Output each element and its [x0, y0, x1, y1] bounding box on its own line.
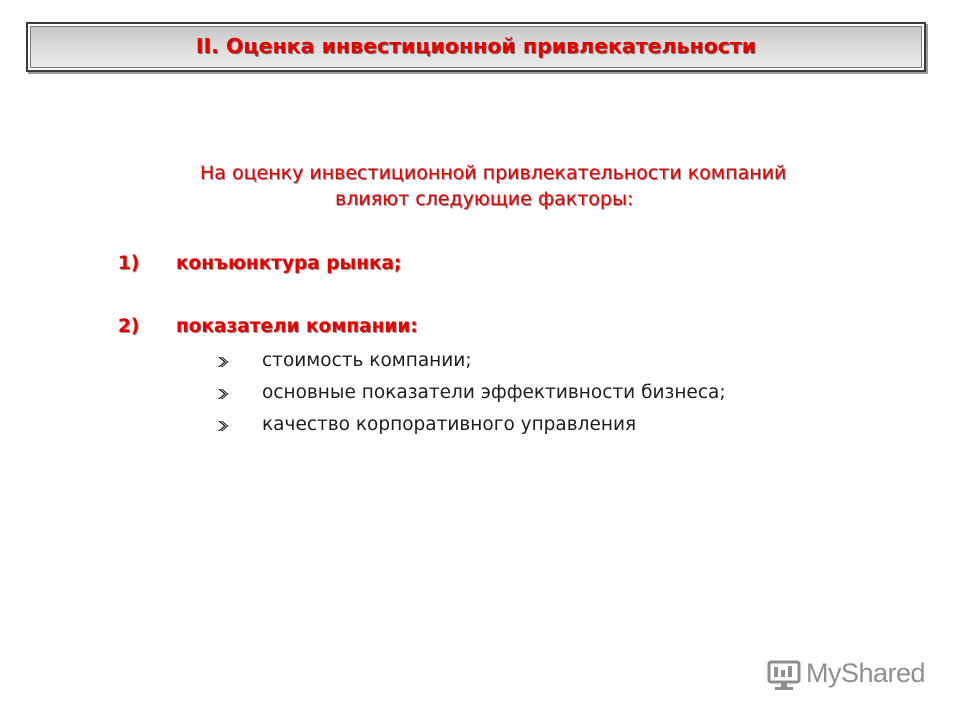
- arrow-bullet-icon: [217, 420, 229, 432]
- sub-item-text: качество корпоративного управления: [262, 414, 637, 435]
- list-item: [217, 345, 726, 377]
- factor-label-2: показатели компании:: [176, 316, 418, 337]
- list-item: [217, 377, 726, 409]
- watermark-text: MyShared: [806, 658, 926, 688]
- factor-label-1: конъюнктура рынка;: [176, 253, 402, 274]
- sub-item-text: стоимость компании;: [262, 350, 472, 371]
- intro-line-2: влияют следующие факторы:: [335, 188, 634, 210]
- sub-item-text: основные показатели эффективности бизнеса;: [262, 382, 726, 403]
- factor-number-2: 2): [118, 316, 140, 337]
- arrow-bullet-icon: [217, 388, 229, 400]
- list-item: [217, 409, 726, 441]
- title-bar: [26, 22, 926, 72]
- sub-item-list: [217, 345, 726, 441]
- presentation-screen-icon: [766, 658, 802, 692]
- factor-item-1: [118, 253, 401, 274]
- factor-number-1: 1): [118, 253, 140, 274]
- intro-text: [120, 160, 920, 212]
- factor-item-2: [118, 316, 418, 337]
- watermark-logo: [766, 656, 926, 696]
- slide-title: II. Оценка инвестиционной привлекательности: [195, 34, 757, 58]
- arrow-bullet-icon: [217, 356, 229, 368]
- intro-line-1: На оценку инвестиционной привлекательности компаний: [200, 162, 787, 184]
